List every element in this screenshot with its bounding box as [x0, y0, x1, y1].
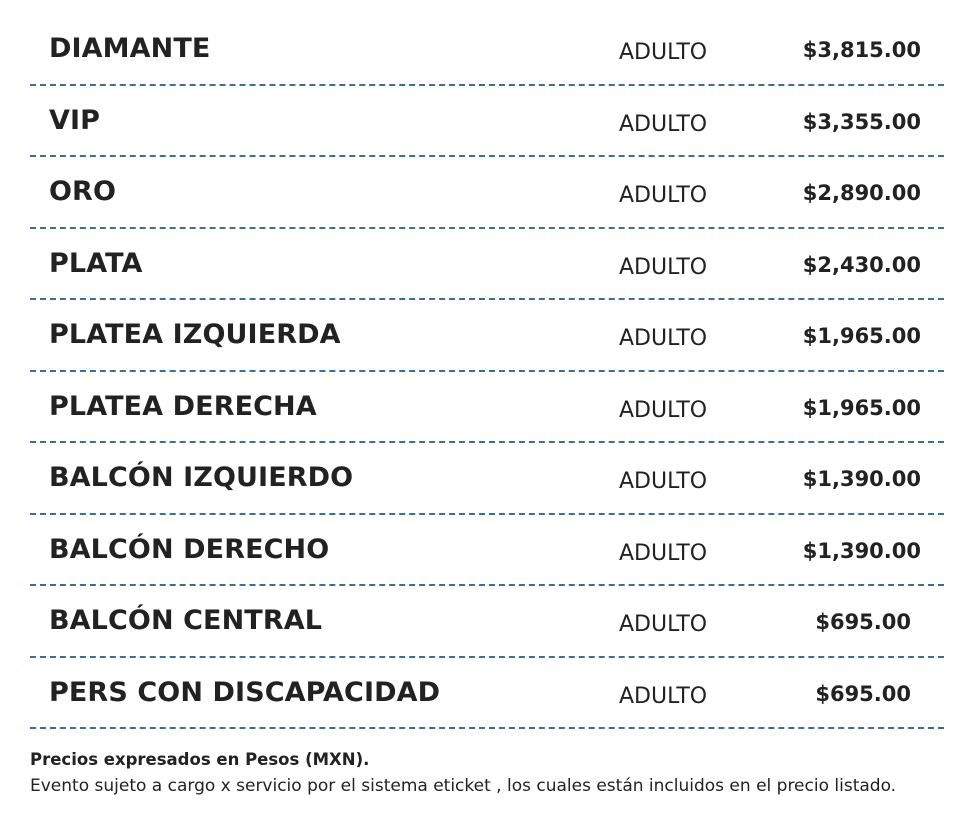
zone-name: BALCÓN CENTRAL — [49, 605, 323, 636]
ticket-type: ADULTO — [619, 40, 708, 65]
price-footnote — [30, 747, 950, 799]
price-table — [30, 14, 944, 729]
ticket-type: ADULTO — [619, 326, 708, 351]
ticket-type: ADULTO — [619, 397, 708, 423]
zone-name: BALCÓN DERECHO — [49, 533, 330, 565]
ticket-type: ADULTO — [619, 111, 708, 137]
currency-note: Precios expresados en Pesos (MXN). — [30, 750, 370, 769]
price-value: $2,890.00 — [802, 181, 921, 205]
price-value: $695.00 — [815, 610, 911, 634]
service-fee-note: Evento sujeto a cargo x servicio por el sistema eticket , los cuales están incluidos en el precio listado. — [30, 776, 897, 796]
zone-name: ORO — [49, 176, 116, 207]
ticket-type: ADULTO — [619, 612, 708, 637]
price-value: $1,965.00 — [802, 324, 921, 348]
ticket-type: ADULTO — [619, 469, 708, 494]
price-row-platea-izquierda — [30, 300, 944, 372]
price-value: $1,390.00 — [802, 467, 921, 491]
ticket-type: ADULTO — [619, 254, 708, 280]
price-value: $3,355.00 — [802, 109, 921, 134]
price-value: $2,430.00 — [802, 252, 921, 277]
zone-name: PERS CON DISCAPACIDAD — [49, 676, 441, 708]
price-row-diamante — [30, 14, 944, 86]
price-row-balcon-central — [30, 586, 944, 658]
price-row-plata — [30, 229, 944, 301]
price-row-vip — [30, 86, 944, 158]
price-value: $1,390.00 — [802, 538, 921, 563]
price-value: $3,815.00 — [802, 38, 921, 62]
ticket-type: ADULTO — [619, 540, 708, 566]
zone-name: VIP — [49, 104, 101, 136]
price-row-balcon-derecho — [30, 515, 944, 587]
price-row-platea-derecha — [30, 372, 944, 444]
zone-name: PLATEA DERECHA — [49, 390, 317, 422]
price-row-pers-con-discapacidad — [30, 658, 944, 730]
ticket-type: ADULTO — [619, 183, 708, 208]
price-row-oro — [30, 157, 944, 229]
zone-name: DIAMANTE — [49, 33, 211, 64]
zone-name: BALCÓN IZQUIERDO — [49, 462, 354, 493]
zone-name: PLATA — [49, 247, 143, 279]
price-value: $1,965.00 — [802, 395, 921, 420]
ticket-type: ADULTO — [619, 683, 708, 709]
price-value: $695.00 — [815, 681, 911, 706]
zone-name: PLATEA IZQUIERDA — [49, 319, 341, 350]
price-row-balcon-izquierdo — [30, 443, 944, 515]
